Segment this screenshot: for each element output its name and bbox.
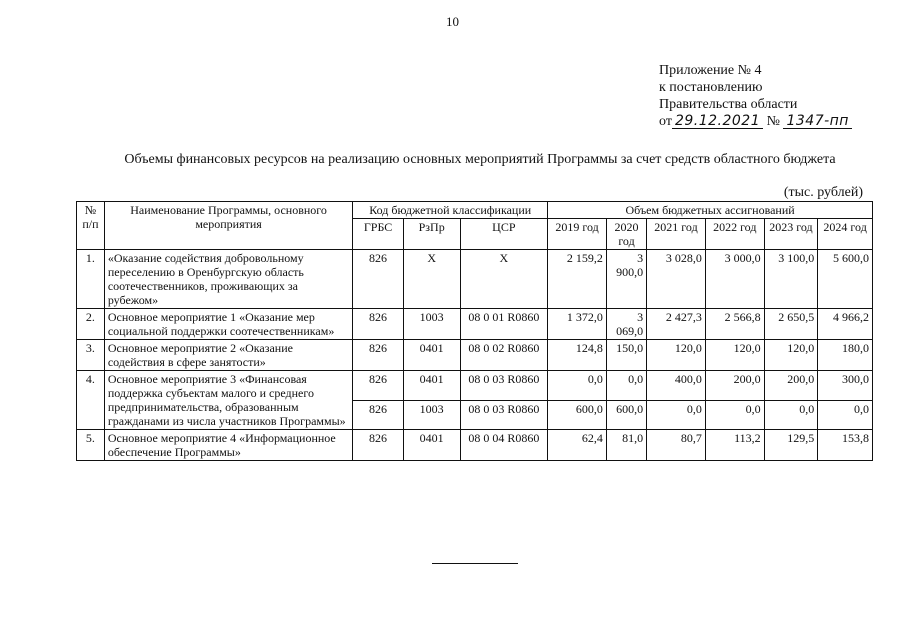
cell-2023: 120,0 bbox=[764, 340, 818, 371]
cell-2019: 0,0 bbox=[548, 371, 607, 401]
col-header-year-2023: 2023 год bbox=[764, 219, 818, 250]
col-header-year-2022: 2022 год bbox=[705, 219, 764, 250]
row-name: Основное мероприятие 3 «Финансовая поддержка субъектам малого и среднего предпринимательства, образованным гражданами из числа участников Программы» bbox=[104, 371, 352, 430]
number-prefix: № bbox=[766, 114, 780, 129]
annex-block bbox=[659, 62, 852, 130]
handwritten-date: 29.12.2021 bbox=[672, 115, 763, 129]
cell-grbs: 826 bbox=[353, 371, 404, 401]
col-header-num: № п/п bbox=[77, 202, 105, 250]
page-number: 10 bbox=[446, 14, 459, 29]
cell-2020: 3 900,0 bbox=[606, 250, 646, 309]
cell-2019: 1 372,0 bbox=[548, 309, 607, 340]
cell-2023: 0,0 bbox=[764, 400, 818, 430]
col-header-year-2019: 2019 год bbox=[548, 219, 607, 250]
cell-grbs: 826 bbox=[353, 309, 404, 340]
cell-2024: 300,0 bbox=[818, 371, 873, 401]
cell-2022: 120,0 bbox=[705, 340, 764, 371]
cell-2019: 124,8 bbox=[548, 340, 607, 371]
row-num: 5. bbox=[77, 430, 105, 461]
col-header-year-2021: 2021 год bbox=[647, 219, 706, 250]
row-num: 3. bbox=[77, 340, 105, 371]
cell-2021: 2 427,3 bbox=[647, 309, 706, 340]
table-row bbox=[77, 340, 873, 371]
cell-grbs: 826 bbox=[353, 430, 404, 461]
annex-date-line bbox=[659, 113, 852, 130]
cell-2021: 0,0 bbox=[647, 400, 706, 430]
cell-2023: 2 650,5 bbox=[764, 309, 818, 340]
cell-2024: 4 966,2 bbox=[818, 309, 873, 340]
col-header-rzpr: РзПр bbox=[403, 219, 460, 250]
cell-2023: 200,0 bbox=[764, 371, 818, 401]
col-header-grbs: ГРБС bbox=[353, 219, 404, 250]
col-header-year-2020: 2020 год bbox=[606, 219, 646, 250]
cell-grbs: 826 bbox=[353, 340, 404, 371]
cell-2022: 3 000,0 bbox=[705, 250, 764, 309]
cell-2022: 2 566,8 bbox=[705, 309, 764, 340]
col-header-csr: ЦСР bbox=[460, 219, 548, 250]
cell-csr: Х bbox=[460, 250, 548, 309]
cell-csr: 08 0 01 R0860 bbox=[460, 309, 548, 340]
cell-2020: 3 069,0 bbox=[606, 309, 646, 340]
cell-csr: 08 0 02 R0860 bbox=[460, 340, 548, 371]
annex-title: Приложение № 4 bbox=[659, 63, 762, 78]
cell-2021: 3 028,0 bbox=[647, 250, 706, 309]
cell-2020: 81,0 bbox=[606, 430, 646, 461]
cell-2022: 200,0 bbox=[705, 371, 764, 401]
cell-2021: 400,0 bbox=[647, 371, 706, 401]
annex-line2: к постановлению bbox=[659, 80, 763, 95]
cell-2022: 113,2 bbox=[705, 430, 764, 461]
table-row bbox=[77, 430, 873, 461]
row-num: 2. bbox=[77, 309, 105, 340]
table-row bbox=[77, 250, 873, 309]
cell-csr: 08 0 03 R0860 bbox=[460, 400, 548, 430]
date-prefix: от bbox=[659, 114, 672, 129]
table-row bbox=[77, 371, 873, 401]
cell-2019: 600,0 bbox=[548, 400, 607, 430]
row-name: «Оказание содействия добровольному переселению в Оренбургскую область соотечественников, проживающих за рубежом» bbox=[104, 250, 352, 309]
budget-table bbox=[76, 201, 873, 461]
row-name: Основное мероприятие 4 «Информационное обеспечение Программы» bbox=[104, 430, 352, 461]
cell-2020: 600,0 bbox=[606, 400, 646, 430]
cell-2022: 0,0 bbox=[705, 400, 764, 430]
cell-2019: 62,4 bbox=[548, 430, 607, 461]
col-header-year-2024: 2024 год bbox=[818, 219, 873, 250]
row-name: Основное мероприятие 1 «Оказание мер социальной поддержки соотечественникам» bbox=[104, 309, 352, 340]
cell-2023: 3 100,0 bbox=[764, 250, 818, 309]
cell-2019: 2 159,2 bbox=[548, 250, 607, 309]
cell-csr: 08 0 04 R0860 bbox=[460, 430, 548, 461]
col-header-name: Наименование Программы, основного мероприятия bbox=[104, 202, 352, 250]
cell-rzpr: 1003 bbox=[403, 309, 460, 340]
cell-csr: 08 0 03 R0860 bbox=[460, 371, 548, 401]
cell-2024: 180,0 bbox=[818, 340, 873, 371]
cell-rzpr: 0401 bbox=[403, 371, 460, 401]
cell-2023: 129,5 bbox=[764, 430, 818, 461]
row-num: 4. bbox=[77, 371, 105, 430]
col-header-volume-group: Объем бюджетных ассигнований bbox=[548, 202, 873, 219]
cell-2021: 120,0 bbox=[647, 340, 706, 371]
col-header-code-group: Код бюджетной классификации bbox=[353, 202, 548, 219]
table-row bbox=[77, 309, 873, 340]
cell-rzpr: 0401 bbox=[403, 340, 460, 371]
units-label: (тыс. рублей) bbox=[783, 185, 863, 200]
cell-grbs: 826 bbox=[353, 250, 404, 309]
row-name: Основное мероприятие 2 «Оказание содействия в сфере занятости» bbox=[104, 340, 352, 371]
annex-line3: Правительства области bbox=[659, 97, 798, 112]
document-title: Объемы финансовых ресурсов на реализацию основных мероприятий Программы за счет средств областного бюджета bbox=[124, 152, 836, 167]
cell-2024: 0,0 bbox=[818, 400, 873, 430]
cell-2020: 150,0 bbox=[606, 340, 646, 371]
cell-rzpr: 1003 bbox=[403, 400, 460, 430]
cell-2020: 0,0 bbox=[606, 371, 646, 401]
header-row-1 bbox=[77, 202, 873, 219]
cell-grbs: 826 bbox=[353, 400, 404, 430]
row-num: 1. bbox=[77, 250, 105, 309]
footer-divider bbox=[432, 563, 518, 564]
cell-2024: 5 600,0 bbox=[818, 250, 873, 309]
cell-2024: 153,8 bbox=[818, 430, 873, 461]
cell-rzpr: Х bbox=[403, 250, 460, 309]
cell-rzpr: 0401 bbox=[403, 430, 460, 461]
cell-2021: 80,7 bbox=[647, 430, 706, 461]
handwritten-number: 1347-пп bbox=[783, 115, 852, 129]
